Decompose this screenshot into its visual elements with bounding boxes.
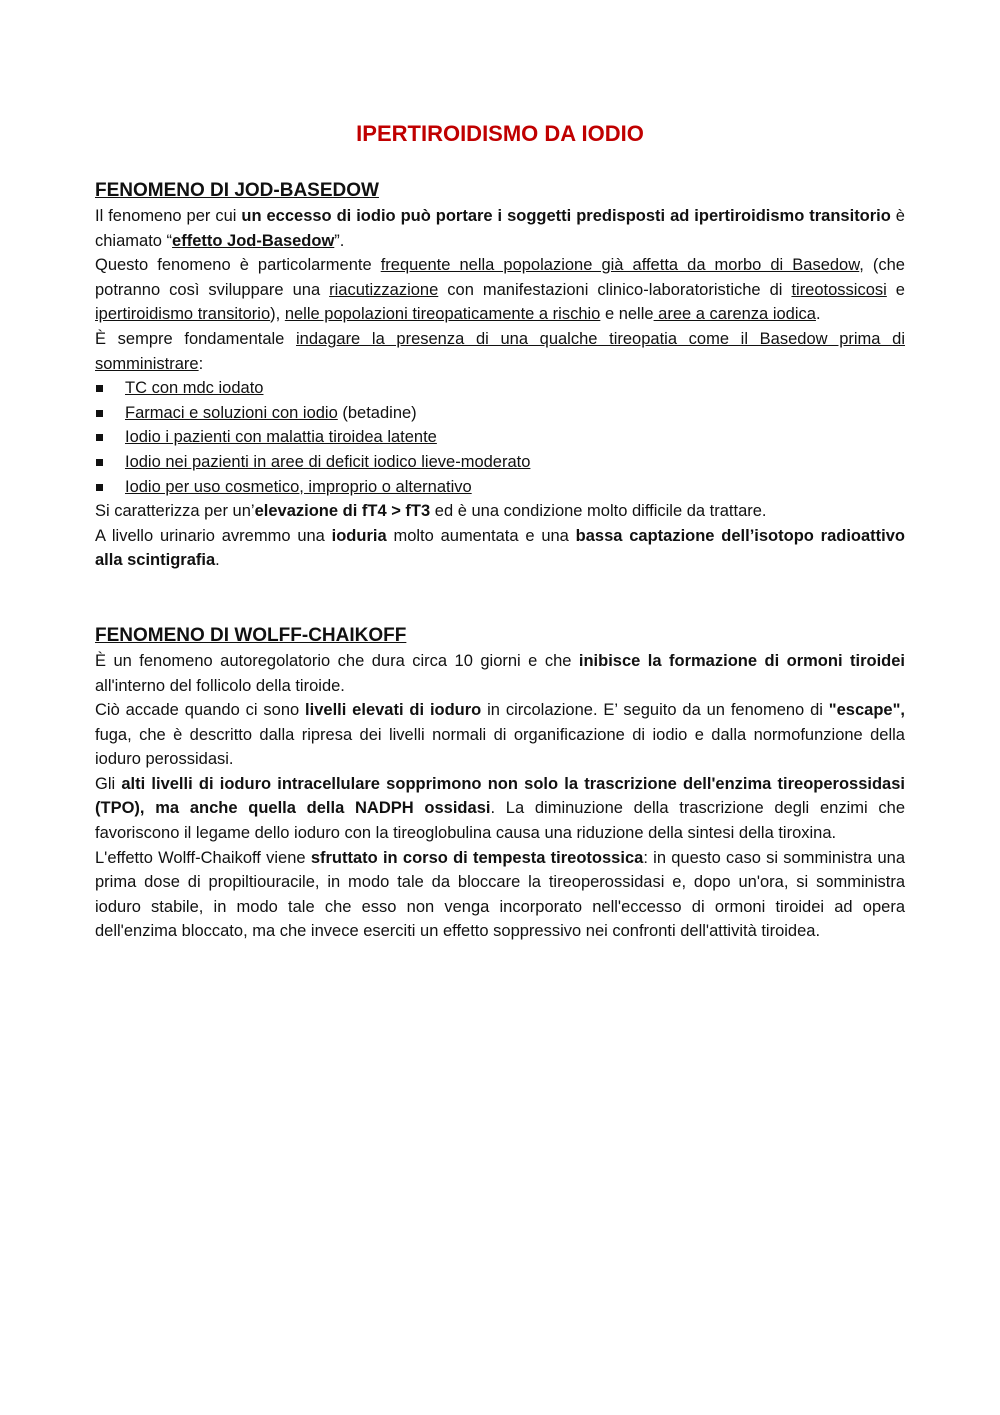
text: con manifestazioni clinico-laboratoristiche di [438, 280, 792, 299]
text: Questo fenomeno è particolarmente [95, 256, 381, 275]
list-item [95, 376, 905, 401]
list-item [95, 425, 905, 450]
bold-underlined-text: effetto Jod-Basedow [172, 231, 335, 250]
underlined-text: aree a carenza iodica [653, 305, 816, 324]
text: è chiamato “ [95, 207, 905, 250]
paragraph [95, 698, 905, 772]
text: : in questo caso si somministra una prima dose di propiltiouracile, in modo tale da bloccare la tireoperossidasi e, dopo un'ora, si somministra ioduro stabile, in modo tale che esso non venga incorporato nell'eccesso di ormoni tiroidei ad opera dell'enzima bloccato, ma che invece eserciti un effetto soppressivo nei confronti dell'attività tiroidea. [95, 848, 906, 941]
text: e nelle [600, 305, 654, 324]
text: L'effetto Wolff-Chaikoff viene [95, 848, 311, 867]
square-bullet-icon [96, 385, 103, 392]
text: È sempre fondamentale [95, 329, 297, 348]
section-spacer [95, 573, 905, 623]
underlined-text: Iodio i pazienti con malattia tiroidea latente [125, 428, 437, 447]
list-item [95, 475, 905, 500]
underlined-text: riacutizzazione [329, 280, 439, 299]
bold-text: elevazione di fT4 > fT3 [254, 502, 431, 521]
underlined-text: Farmaci e soluzioni con iodio [125, 403, 338, 422]
text: ”. [334, 231, 345, 250]
square-bullet-icon [96, 484, 103, 491]
text: . [815, 305, 821, 324]
text: . [215, 551, 220, 570]
square-bullet-icon [96, 434, 103, 441]
bold-text: bassa captazione dell’isotopo radioattivo alla scintigrafia [95, 526, 905, 570]
text: molto aumentata e una [386, 526, 576, 545]
text: Ciò accade quando ci sono [95, 701, 306, 720]
paragraph [95, 499, 905, 524]
bold-text: livelli elevati di ioduro [305, 701, 482, 720]
text: ), [270, 305, 285, 324]
paragraph [95, 524, 905, 573]
underlined-text: frequente nella popolazione già affetta da morbo di Basedow [380, 256, 860, 275]
underlined-text: indagare la presenza di una qualche tireopatia come il Basedow prima di somministrare [95, 329, 905, 373]
text: ed è una condizione molto difficile da trattare. [430, 502, 767, 521]
text: Gli [95, 774, 122, 793]
text: (betadine) [337, 403, 417, 422]
list-item [95, 401, 905, 426]
text: , (che potranno così sviluppare una [95, 256, 905, 299]
document-page [95, 118, 905, 944]
underlined-text: Iodio nei pazienti in aree di deficit iodico lieve-moderato [125, 452, 531, 471]
text: . La diminuzione della trascrizione degli enzimi che favoriscono il legame dello ioduro con la tireoglobulina causa una riduzione della sintesi della tiroxina. [95, 799, 905, 843]
paragraph [95, 253, 905, 327]
text: A livello urinario avremmo una [95, 526, 332, 545]
section-heading-jod-basedow: FENOMENO DI JOD-BASEDOW [95, 180, 379, 201]
bold-text: inibisce la formazione di ormoni tiroidei [578, 651, 906, 670]
document-title: IPERTIROIDISMO DA IODIO [356, 121, 644, 146]
paragraph [95, 846, 905, 944]
section-heading-wolff-chaikoff: FENOMENO DI WOLFF-CHAIKOFF [95, 624, 407, 646]
text: È un fenomeno autoregolatorio che dura circa 10 giorni e che [95, 651, 579, 670]
paragraph [95, 649, 905, 698]
list-item [95, 450, 905, 475]
text: Si caratterizza per un’ [95, 502, 255, 521]
paragraph [95, 327, 905, 376]
underlined-text: TC con mdc iodato [125, 379, 264, 398]
bold-text: "escape", [828, 701, 905, 720]
bold-text: sfruttato in corso di tempesta tireotossica [310, 848, 644, 867]
bold-text: un eccesso di iodio può portare i soggetti predisposti ad ipertiroidismo transitorio [241, 207, 891, 225]
bold-text: ioduria [331, 526, 387, 545]
bold-text: alti livelli di ioduro intracellulare sopprimono non solo la trascrizione dell'enzima tireoperossidasi (TPO), ma anche quella della NADPH ossidasi [95, 774, 905, 818]
text: fuga, che è descritto dalla ripresa dei livelli normali di organificazione di iodio e dalla normofunzione della ioduro perossidasi. [95, 725, 905, 769]
underlined-text: nelle popolazioni tireopaticamente a rischio [284, 305, 601, 324]
paragraph [95, 772, 905, 846]
text: : [198, 354, 204, 373]
paragraph [95, 204, 905, 253]
square-bullet-icon [96, 410, 103, 417]
text: Il fenomeno per cui [95, 207, 242, 225]
bullet-list [95, 376, 905, 499]
underlined-text: ipertiroidismo transitorio [95, 305, 271, 324]
underlined-text: tireotossicosi [791, 280, 887, 299]
text: in circolazione. E’ seguito da un fenomeno di [481, 701, 829, 720]
text: e [886, 280, 905, 299]
square-bullet-icon [96, 459, 103, 466]
text: all'interno del follicolo della tiroide. [95, 676, 345, 695]
underlined-text: Iodio per uso cosmetico, improprio o alternativo [125, 477, 472, 496]
